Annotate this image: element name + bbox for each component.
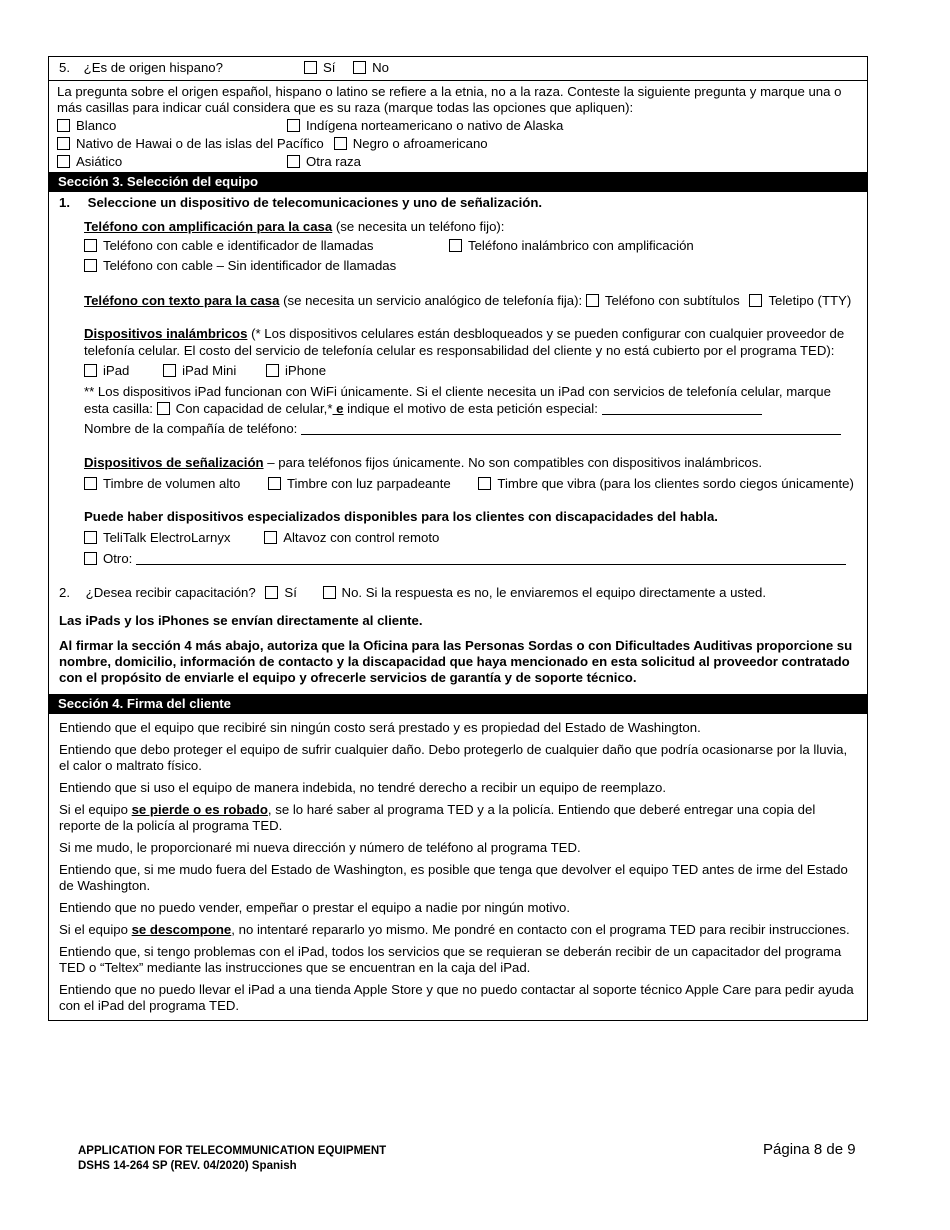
signal-opt2-label: Timbre con luz parpadeante xyxy=(286,476,451,491)
race-white-label: Blanco xyxy=(76,118,117,133)
wireless-iphone-label: iPhone xyxy=(285,363,327,378)
speech-opt2-checkbox[interactable] xyxy=(264,531,277,544)
footer-page-number: Página 8 de 9 xyxy=(763,1141,856,1158)
q5-no-checkbox[interactable] xyxy=(353,61,366,74)
wireless-heading: Dispositivos inalámbricos xyxy=(84,326,248,341)
s4-p3: Entiendo que si uso el equipo de manera indebida, no tendré derecho a recibir un equipo de reemplazo. xyxy=(59,780,667,795)
q5-row xyxy=(49,57,867,77)
q5-no-label: No xyxy=(372,60,389,75)
footer-form-id xyxy=(78,1144,386,1174)
amp-options xyxy=(49,236,867,276)
section4-header: Sección 4. Firma del cliente xyxy=(49,694,867,714)
signal-opt3-checkbox[interactable] xyxy=(478,477,491,490)
amp-opt3-label: Teléfono con cable – Sin identificador de llamadas xyxy=(103,258,397,273)
phone-company-label: Nombre de la compañía de teléfono: xyxy=(84,421,298,436)
phone-company-row xyxy=(49,420,867,438)
amp-heading-row xyxy=(49,218,867,236)
amp-opt2-checkbox[interactable] xyxy=(449,239,462,252)
s3-q1-number: 1. xyxy=(59,195,70,210)
wireless-ipadmini-checkbox[interactable] xyxy=(163,364,176,377)
signal-note: – para teléfonos fijos únicamente. No son compatibles con dispositivos inalámbricos. xyxy=(263,455,763,470)
race-asian-checkbox[interactable] xyxy=(57,155,70,168)
s4-p8 xyxy=(49,922,867,938)
race-native-am-checkbox[interactable] xyxy=(287,119,300,132)
s4-p9: Entiendo que, si tengo problemas con el iPad, todos los servicios que se requieran se deberán recibir de un capacitador del programa TED o “Teltex” mediante las instrucciones que se encuentran en la caja del iPad. xyxy=(59,944,842,975)
cellular-reason-label: indique el motivo de esta petición especial: xyxy=(343,401,598,416)
speech-options xyxy=(49,529,867,547)
wireless-ipad-checkbox[interactable] xyxy=(84,364,97,377)
s4-p4-u: se pierde o es robado xyxy=(131,802,268,817)
phone-company-field[interactable] xyxy=(301,434,841,435)
cellular-reason-field[interactable] xyxy=(602,414,762,415)
speech-other-checkbox[interactable] xyxy=(84,552,97,565)
s4-p10: Entiendo que no puedo llevar el iPad a una tienda Apple Store y que no puedo contactar al soporte técnico Apple Care para pedir ayuda con el iPad del programa TED. xyxy=(59,982,854,1013)
s4-p7: Entiendo que no puedo vender, empeñar o prestar el equipo a nadie por ningún motivo. xyxy=(59,900,571,915)
s4-p1: Entiendo que el equipo que recibiré sin ningún costo será prestado y es propiedad del Estado de Washington. xyxy=(59,720,701,735)
race-note: La pregunta sobre el origen español, hispano o latino se refiere a la etnia, no a la raza. Conteste la siguiente pregunta y marque una o más casillas para indicar cuál considera que es su raza (marque todas las opciones que apliquen): xyxy=(57,84,842,115)
speech-opt2-label: Altavoz con control remoto xyxy=(283,530,440,545)
s4-p8-u: se descompone xyxy=(131,922,232,937)
text-opt2-label: Teletipo (TTY) xyxy=(768,293,852,308)
section3-header: Sección 3. Selección del equipo xyxy=(49,172,867,192)
training-yes-label: Sí xyxy=(284,585,297,600)
text-opt1-checkbox[interactable] xyxy=(586,294,599,307)
race-options xyxy=(49,116,867,172)
signal-opt1-checkbox[interactable] xyxy=(84,477,97,490)
s4-p5: Si me mudo, le proporcionaré mi nueva dirección y número de teléfono al programa TED. xyxy=(59,840,581,855)
text-opt1-label: Teléfono con subtítulos xyxy=(604,293,740,308)
s3-q2 xyxy=(49,584,867,602)
amp-heading: Teléfono con amplificación para la casa xyxy=(84,219,333,234)
training-no-label: No. Si la respuesta es no, le enviaremos el equipo directamente a usted. xyxy=(341,585,766,600)
s3-q2-text: ¿Desea recibir capacitación? xyxy=(85,585,256,600)
speech-heading: Puede haber dispositivos especializados disponibles para los clientes con discapacidades del habla. xyxy=(84,509,718,524)
s3-q1-text: Seleccione un dispositivo de telecomunicaciones y uno de señalización. xyxy=(87,195,543,210)
footer-line2: DSHS 14-264 SP (REV. 04/2020) Spanish xyxy=(78,1160,297,1172)
auth-note: Al firmar la sección 4 más abajo, autoriza que la Oficina para las Personas Sordas o con Dificultades Auditivas proporcione su nombre, domicilio, información de contacto y la discapacidad que haya mencionado en esta solicitud al proveedor contratado con el propósito de enviarle el equipo y ofrecerle servicios de garantía y de soporte técnico. xyxy=(59,638,853,685)
race-asian-label: Asiático xyxy=(76,154,123,169)
s4-p8-a: Si el equipo xyxy=(59,922,132,937)
text-note: (se necesita un servicio analógico de telefonía fija): xyxy=(279,293,586,308)
race-native-am-label: Indígena norteamericano o nativo de Alaska xyxy=(306,118,564,133)
s4-p8-b: , no intentaré repararlo yo mismo. Me pondré en contacto con el programa TED para recibir instrucciones. xyxy=(231,922,850,937)
s4-p2: Entiendo que debo proteger el equipo de sufrir cualquier daño. Debo protegerlo de cualquier daño que podría ocasionarse por la lluvia, el calor o maltrato físico. xyxy=(59,742,848,773)
race-other-checkbox[interactable] xyxy=(287,155,300,168)
amp-opt1-label: Teléfono con cable e identificador de llamadas xyxy=(103,238,374,253)
speech-other-row xyxy=(49,550,867,568)
speech-opt1-checkbox[interactable] xyxy=(84,531,97,544)
footer-line1: APPLICATION FOR TELECOMMUNICATION EQUIPMENT xyxy=(78,1145,387,1157)
wireless-note: (* Los dispositivos celulares están desbloqueados y se pueden configurar con cualquier proveedor de telefonía celular. El costo del servicio de telefonía celular es responsabilidad del cliente y no está cubierto por el programa TED): xyxy=(84,326,845,358)
s3-q1 xyxy=(49,192,867,212)
wireless-options xyxy=(49,362,867,380)
signal-opt1-label: Timbre de volumen alto xyxy=(103,476,241,491)
signal-opt2-checkbox[interactable] xyxy=(268,477,281,490)
amp-opt1-checkbox[interactable] xyxy=(84,239,97,252)
race-white-checkbox[interactable] xyxy=(57,119,70,132)
cellular-e: e xyxy=(332,401,344,416)
race-black-label: Negro o afroamericano xyxy=(352,136,488,151)
text-heading: Teléfono con texto para la casa xyxy=(84,293,280,308)
race-hawaii-label: Nativo de Hawai o de las islas del Pacífico xyxy=(76,136,324,151)
signal-heading: Dispositivos de señalización xyxy=(84,455,264,470)
cellular-label: Con capacidad de celular,* xyxy=(175,401,333,416)
speech-opt1-label: TeliTalk ElectroLarnyx xyxy=(103,530,231,545)
s4-p4-b: , se lo haré saber al programa TED y a la policía. Entiendo que deberé entregar una copia del reporte de la policía al programa TED. xyxy=(59,802,816,833)
speech-other-field[interactable] xyxy=(136,564,846,565)
training-no-checkbox[interactable] xyxy=(323,586,336,599)
q5-question: ¿Es de origen hispano? xyxy=(83,60,223,75)
text-opt2-checkbox[interactable] xyxy=(749,294,762,307)
wireless-wifi-row xyxy=(49,383,867,417)
ship-note: Las iPads y los iPhones se envían directamente al cliente. xyxy=(59,613,423,628)
s4-p4-a: Si el equipo xyxy=(59,802,132,817)
wireless-ipadmini-label: iPad Mini xyxy=(182,363,237,378)
race-other-label: Otra raza xyxy=(306,154,361,169)
amp-note: (se necesita un teléfono fijo): xyxy=(332,219,505,234)
cellular-checkbox[interactable] xyxy=(157,402,170,415)
wifi-note: ** Los dispositivos iPad funcionan con WiFi únicamente. Si el cliente necesita un iPad con servicios de telefonía celular, marque esta casilla: xyxy=(84,384,831,416)
wireless-ipad-label: iPad xyxy=(103,363,130,378)
speech-other-label: Otro: xyxy=(103,551,133,566)
race-hawaii-checkbox[interactable] xyxy=(57,137,70,150)
q5-number: 5. xyxy=(59,60,70,75)
amp-opt3-checkbox[interactable] xyxy=(84,259,97,272)
signal-options xyxy=(49,475,867,492)
s3-q2-number: 2. xyxy=(59,585,70,600)
signal-heading-row xyxy=(49,454,867,472)
wireless-iphone-checkbox[interactable] xyxy=(266,364,279,377)
q5-yes-label: Sí xyxy=(323,60,336,75)
q5-yes-checkbox[interactable] xyxy=(304,61,317,74)
wireless-row xyxy=(49,325,867,359)
form-frame xyxy=(48,56,868,1021)
signal-opt3-label: Timbre que vibra (para los clientes sordo ciegos únicamente) xyxy=(497,476,854,491)
training-yes-checkbox[interactable] xyxy=(265,586,278,599)
s4-p6: Entiendo que, si me mudo fuera del Estado de Washington, es posible que tenga que devolver el equipo TED antes de irme del Estado de Washington. xyxy=(59,862,848,893)
race-black-checkbox[interactable] xyxy=(334,137,347,150)
text-phone-row xyxy=(49,292,867,309)
s4-p4 xyxy=(49,802,867,834)
amp-opt2-label: Teléfono inalámbrico con amplificación xyxy=(468,238,694,253)
section4-body xyxy=(49,714,867,1020)
